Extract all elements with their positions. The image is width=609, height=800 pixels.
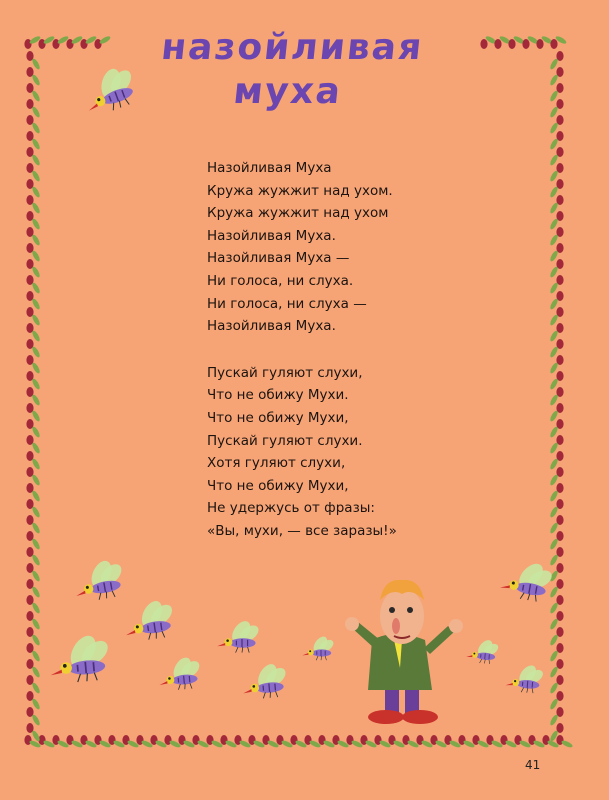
poem-line: Не удержусь от фразы: (207, 500, 375, 517)
poem-line: Кружа жужжит над ухом (207, 205, 389, 222)
poem-line: Назойливая Муха — (207, 250, 350, 267)
poem-line: Пускай гуляют слухи, (207, 364, 363, 381)
poem-line: Что не обижу Мухи. (207, 387, 349, 404)
fly-illustration (499, 554, 558, 604)
poem-line: Ни голоса, ни слуха — (207, 295, 367, 312)
poem-line: Назойливая Муха. (207, 227, 336, 244)
fly-illustration (157, 653, 204, 691)
fly-illustration (466, 636, 501, 665)
poem-line: Пускай гуляют слухи. (207, 432, 363, 449)
fly-illustration (505, 660, 546, 694)
poem-line: Ни голоса, ни слуха. (207, 272, 354, 289)
page-title: назойливая муха (159, 27, 426, 112)
poem-line: Что не обижу Мухи, (207, 477, 349, 494)
page-number: 41 (525, 758, 541, 772)
fly-illustration (302, 634, 335, 660)
fly-illustration (47, 629, 115, 684)
poem-line: Что не обижу Мухи, (207, 409, 349, 426)
fly-illustration (70, 554, 129, 604)
poem-line: Назойливая Муха (207, 160, 332, 176)
fly-illustration (241, 659, 291, 700)
poem-line: Кружа жужжит над ухом. (207, 182, 393, 199)
fly-illustration (217, 618, 261, 653)
fly-illustration (121, 595, 179, 643)
fly-illustration (77, 58, 144, 118)
poem-line: «Вы, мухи, — все заразы!» (207, 522, 397, 539)
boy-character (345, 580, 463, 724)
poem-line: Назойливая Муха. (207, 318, 336, 335)
poem-line: Хотя гуляют слухи, (207, 455, 346, 472)
